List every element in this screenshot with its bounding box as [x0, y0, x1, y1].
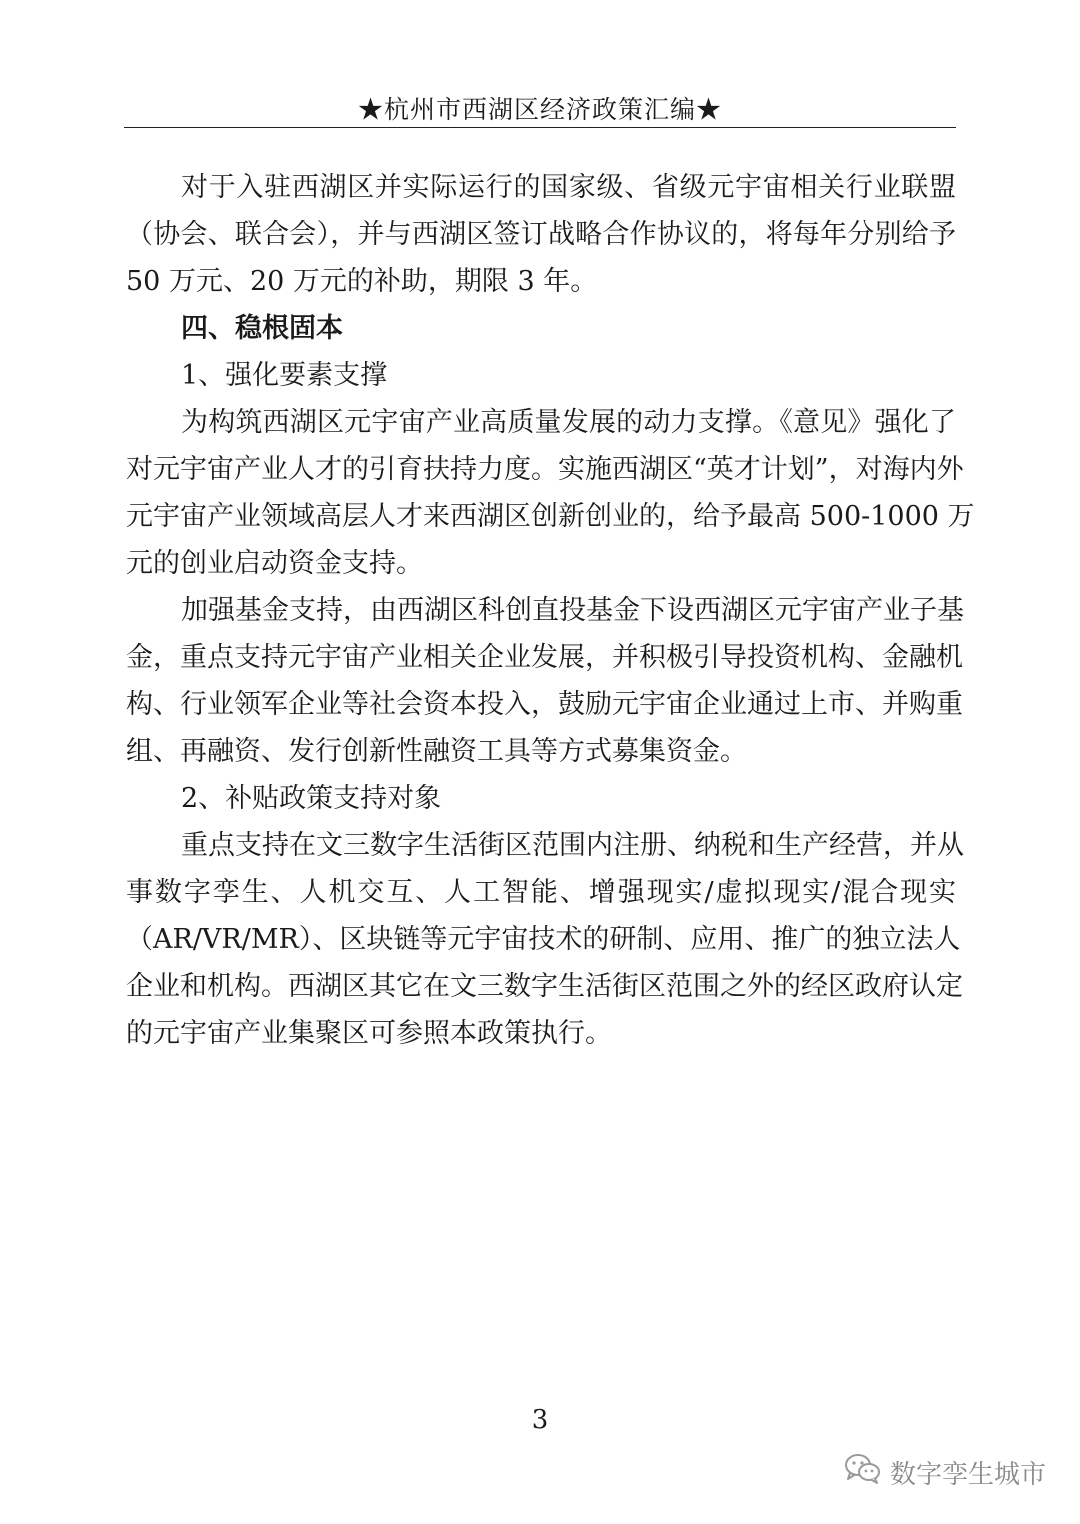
- document-body: [126, 164, 975, 1057]
- page-number: 3: [531, 1405, 549, 1435]
- document-header: ★杭州市西湖区经济政策汇编★: [357, 95, 722, 124]
- subsection-heading: 1、强化要素支撑: [181, 360, 388, 391]
- subsection-heading: 2、补贴政策支持对象: [181, 783, 442, 814]
- paragraph-line: （协会、联合会），并与西湖区签订战略合作协议的，将每年分别给予: [126, 219, 956, 250]
- paragraph-line: 对元宇宙产业人才的引育扶持力度。实施西湖区“英才计划”，对海内外: [126, 454, 964, 485]
- paragraph-line: 对于入驻西湖区并实际运行的国家级、省级元宇宙相关行业联盟: [181, 172, 956, 203]
- paragraph-line: 组、再融资、发行创新性融资工具等方式募集资金。: [126, 736, 747, 767]
- paragraph-line: 为构筑西湖区元宇宙产业高质量发展的动力支撑。《意见》强化了: [181, 407, 956, 438]
- paragraph-line: 元宇宙产业领域高层人才来西湖区创新创业的，给予最高 500-1000 万: [126, 501, 975, 532]
- wechat-icon: [844, 1453, 882, 1492]
- watermark-label: 数字孪生城市: [889, 1459, 1046, 1490]
- paragraph-line: 金，重点支持元宇宙产业相关企业发展，并积极引导投资机构、金融机: [126, 642, 963, 673]
- paragraph-line: 的元宇宙产业集聚区可参照本政策执行。: [126, 1018, 612, 1049]
- paragraph-line: 重点支持在文三数字生活街区范围内注册、纳税和生产经营，并从: [181, 830, 964, 861]
- paragraph-line: 50 万元、20 万元的补助，期限 3 年。: [126, 266, 598, 297]
- paragraph-line: 构、行业领军企业等社会资本投入，鼓励元宇宙企业通过上市、并购重: [126, 689, 963, 720]
- paragraph-line: 企业和机构。西湖区其它在文三数字生活街区范围之外的经区政府认定: [126, 971, 963, 1002]
- header-divider: [124, 127, 956, 128]
- account-watermark: [844, 1452, 1046, 1492]
- paragraph-line: （AR/VR/MR）、区块链等元宇宙技术的研制、应用、推广的独立法人: [126, 924, 961, 955]
- paragraph-line: 加强基金支持，由西湖区科创直投基金下设西湖区元宇宙产业子基: [181, 595, 964, 626]
- paragraph-line: 事数字孪生、人机交互、人工智能、增强现实/虚拟现实/混合现实: [126, 877, 956, 908]
- paragraph-line: 元的创业启动资金支持。: [126, 548, 423, 579]
- section-heading: 四、稳根固本: [181, 313, 343, 344]
